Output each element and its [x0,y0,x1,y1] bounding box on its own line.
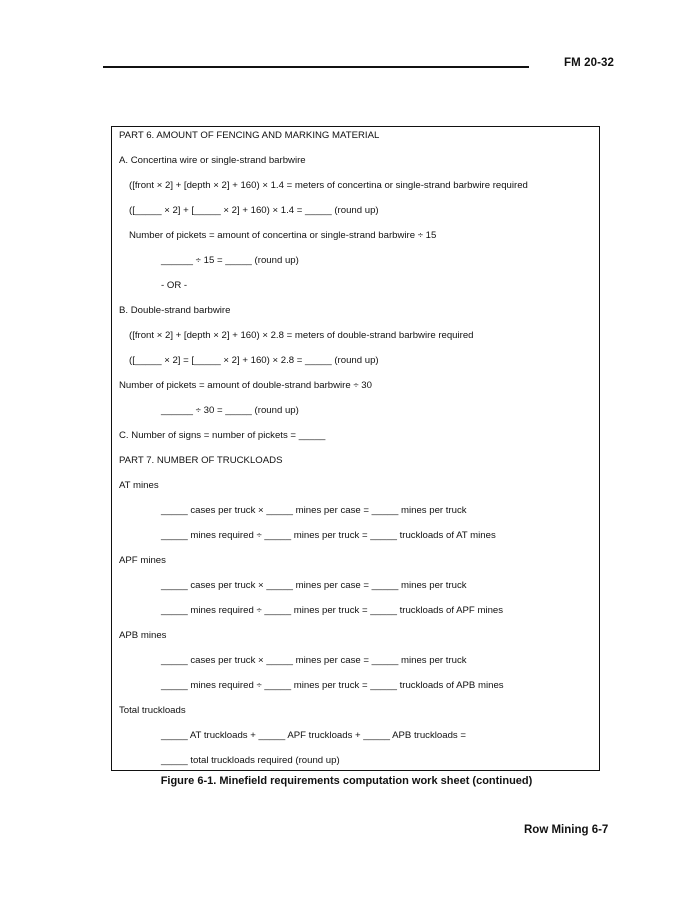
concertina-calc: ([_____ × 2] + [_____ × 2] + 160) × 1.4 = _____ (round up) [129,205,379,216]
or-separator: - OR - [161,280,188,291]
concertina-formula: ([front × 2] + [depth × 2] + 160) × 1.4 = meters of concertina or single-strand barbwire required [129,180,528,191]
double-strand-formula: ([front × 2] + [depth × 2] + 160) × 2.8 = meters of double-strand barbwire required [129,330,474,341]
at-mines-per-truck: _____ cases per truck × _____ mines per case = _____ mines per truck [161,505,467,516]
page-footer: Row Mining 6-7 [524,824,609,836]
apf-mines-heading: APF mines [119,555,166,566]
worksheet-frame [111,126,600,771]
apb-mines-heading: APB mines [119,630,167,641]
header-rule [103,66,529,68]
total-truckloads-required: _____ total truckloads required (round up) [161,755,340,766]
concertina-pickets-formula: Number of pickets = amount of concertina or single-strand barbwire ÷ 15 [129,230,437,241]
section-c-signs: C. Number of signs = number of pickets = _____ [119,430,326,441]
apb-mines-per-truck: _____ cases per truck × _____ mines per case = _____ mines per truck [161,655,467,666]
total-truckloads-sum: _____ AT truckloads + _____ APF truckloads + _____ APB truckloads = [161,730,466,741]
double-strand-pickets-formula: Number of pickets = amount of double-strand barbwire ÷ 30 [119,380,372,391]
apf-mines-per-truck: _____ cases per truck × _____ mines per case = _____ mines per truck [161,580,467,591]
part-6-heading: PART 6. AMOUNT OF FENCING AND MARKING MATERIAL [119,130,380,141]
figure-caption: Figure 6-1. Minefield requirements computation work sheet (continued) [160,775,533,787]
part-7-heading: PART 7. NUMBER OF TRUCKLOADS [119,455,283,466]
concertina-pickets-calc: ______ ÷ 15 = _____ (round up) [161,255,299,266]
document-code: FM 20-32 [564,57,615,69]
apb-truckloads: _____ mines required ÷ _____ mines per truck = _____ truckloads of APB mines [161,680,504,691]
section-a-heading: A. Concertina wire or single-strand barbwire [119,155,306,166]
section-b-heading: B. Double-strand barbwire [119,305,231,316]
total-truckloads-heading: Total truckloads [119,705,186,716]
at-mines-heading: AT mines [119,480,159,491]
double-strand-pickets-calc: ______ ÷ 30 = _____ (round up) [161,405,299,416]
apf-truckloads: _____ mines required ÷ _____ mines per truck = _____ truckloads of APF mines [161,605,504,616]
double-strand-calc: ([_____ × 2] = [_____ × 2] + 160) × 2.8 = _____ (round up) [129,355,379,366]
at-truckloads: _____ mines required ÷ _____ mines per truck = _____ truckloads of AT mines [161,530,496,541]
